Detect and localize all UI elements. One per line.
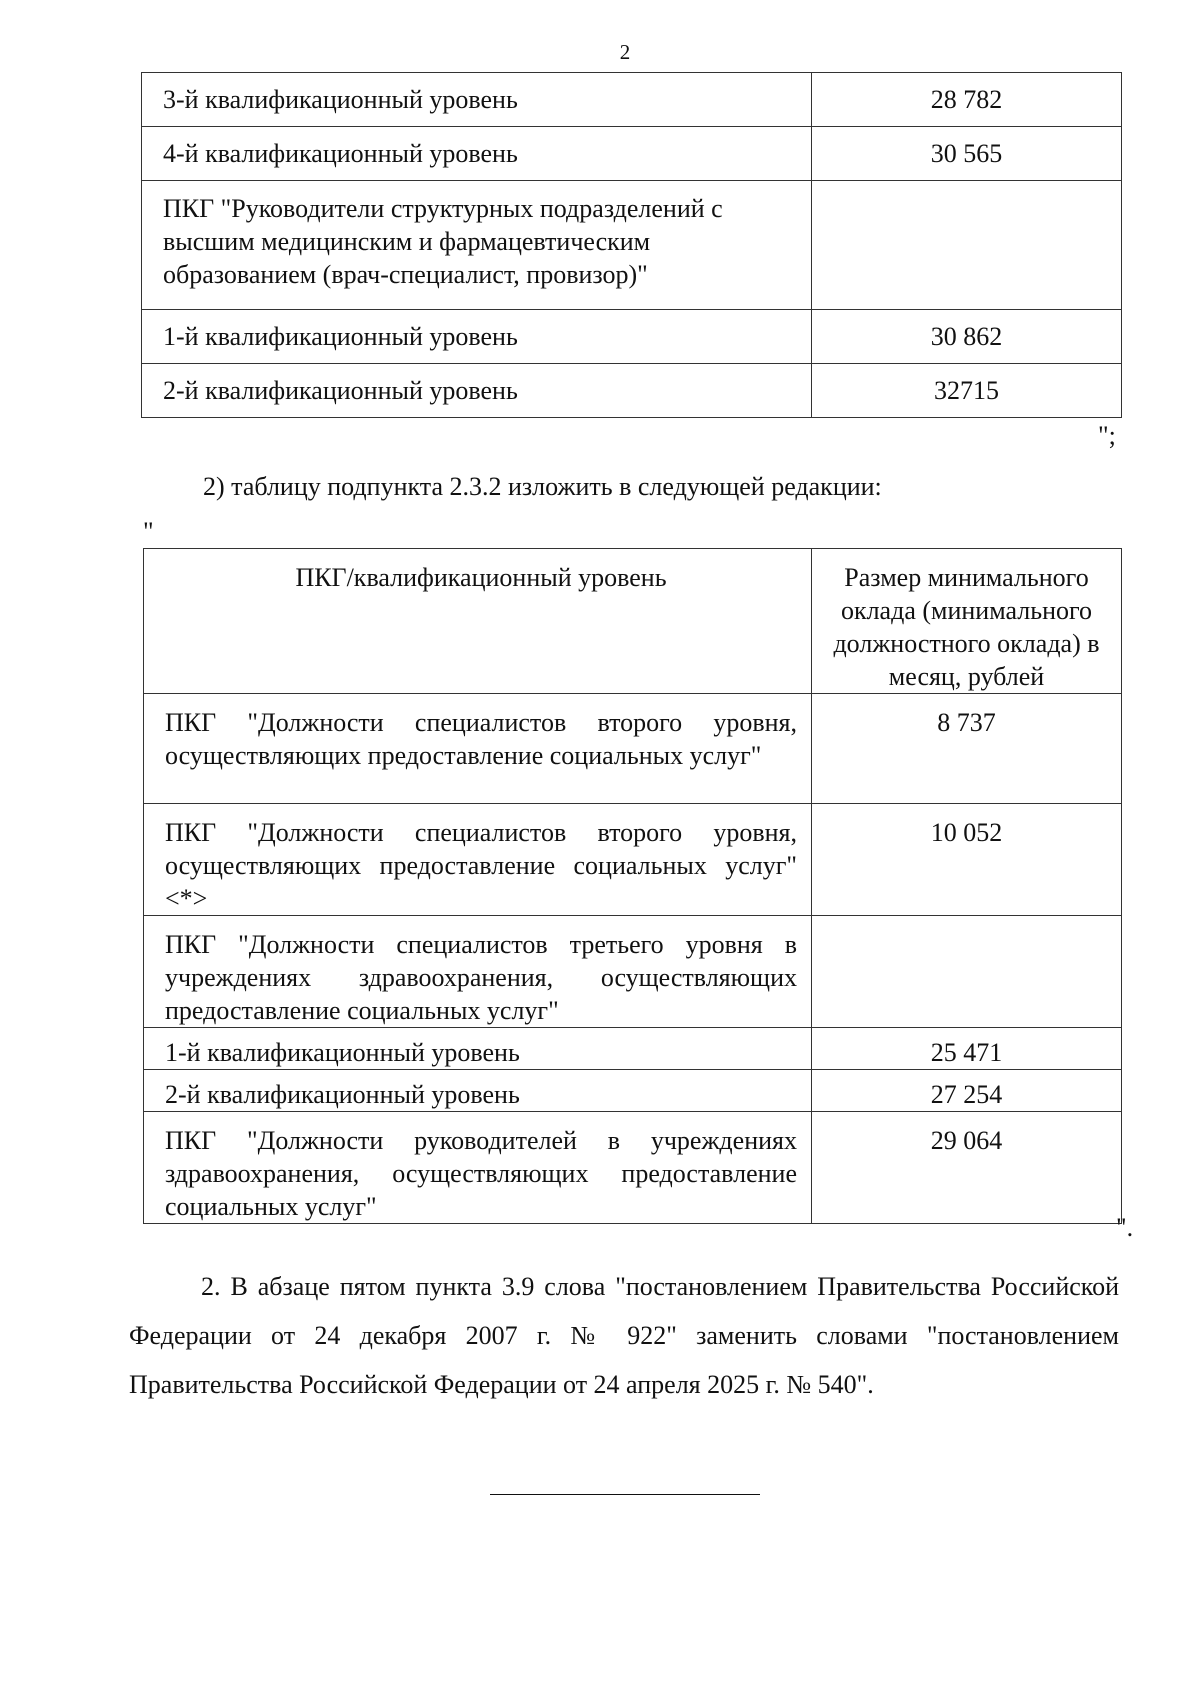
item-2-intro: 2) таблицу подпункта 2.3.2 изложить в следующей редакции: [203,472,882,501]
table2-closing-mark: ". [1116,1213,1134,1242]
table1-closing-mark: "; [1098,421,1116,450]
table-cell-name: 4-й квалификационный уровень [142,127,812,181]
table-cell-name: 2-й квалификационный уровень [142,364,812,418]
table-cell-name: ПКГ "Должности специалистов второго уровня, осуществляющих предоставление социальных услуг" [144,694,812,804]
salary-table-continued [141,72,1122,418]
table-cell-name: 2-й квалификационный уровень [144,1070,812,1112]
table-cell-name: ПКГ "Должности специалистов второго уровня, осуществляющих предоставление социальных услуг" <*> [144,804,812,916]
salary-table-social-services [143,548,1122,1224]
paragraph-amendment-2: 2. В абзаце пятом пункта 3.9 слова "постановлением Правительства Российской Федерации от 24 декабря 2007 г. № 922" заменить словами "постановлением Правительства Российской Федерации от 24 апреля 2025 г. № 540". [129,1272,1119,1399]
table-row [142,127,1122,181]
table-row [142,364,1122,418]
table-row [144,804,1122,916]
table-header-cell-value: Размер минимального оклада (минимального должностного оклада) в месяц, рублей [812,549,1122,694]
table-row [142,181,1122,310]
table-cell-value: 32715 [812,364,1122,418]
table-cell-name: 1-й квалификационный уровень [142,310,812,364]
table-cell-value [812,916,1122,1028]
table-row [142,310,1122,364]
table-cell-value: 25 471 [812,1028,1122,1070]
page-number: 2 [619,40,631,64]
table-row [142,73,1122,127]
table-header-cell-name: ПКГ/квалификационный уровень [144,549,812,694]
table-cell-value [812,181,1122,310]
table-row [144,1070,1122,1112]
table-cell-name: ПКГ "Руководители структурных подразделений с высшим медицинским и фармацевтическим образованием (врач-специалист, провизор)" [142,181,812,310]
table-cell-value: 27 254 [812,1070,1122,1112]
table-cell-value: 8 737 [812,694,1122,804]
table-row [144,916,1122,1028]
table-cell-name: 3-й квалификационный уровень [142,73,812,127]
table-cell-name: ПКГ "Должности специалистов третьего уровня в учреждениях здравоохранения, осуществляющих предоставление социальных услуг" [144,916,812,1028]
table-cell-value: 28 782 [812,73,1122,127]
table-cell-name: ПКГ "Должности руководителей в учреждениях здравоохранения, осуществляющих предоставление социальных услуг" [144,1112,812,1224]
table-cell-value: 29 064 [812,1112,1122,1224]
table2-opening-mark: " [143,517,154,546]
table-cell-name: 1-й квалификационный уровень [144,1028,812,1070]
table-header-row [144,549,1122,694]
table-cell-value: 30 565 [812,127,1122,181]
table-row [144,694,1122,804]
table-row [144,1028,1122,1070]
end-separator-line [490,1494,760,1495]
table-cell-value: 30 862 [812,310,1122,364]
table-row [144,1112,1122,1224]
table-cell-value: 10 052 [812,804,1122,916]
